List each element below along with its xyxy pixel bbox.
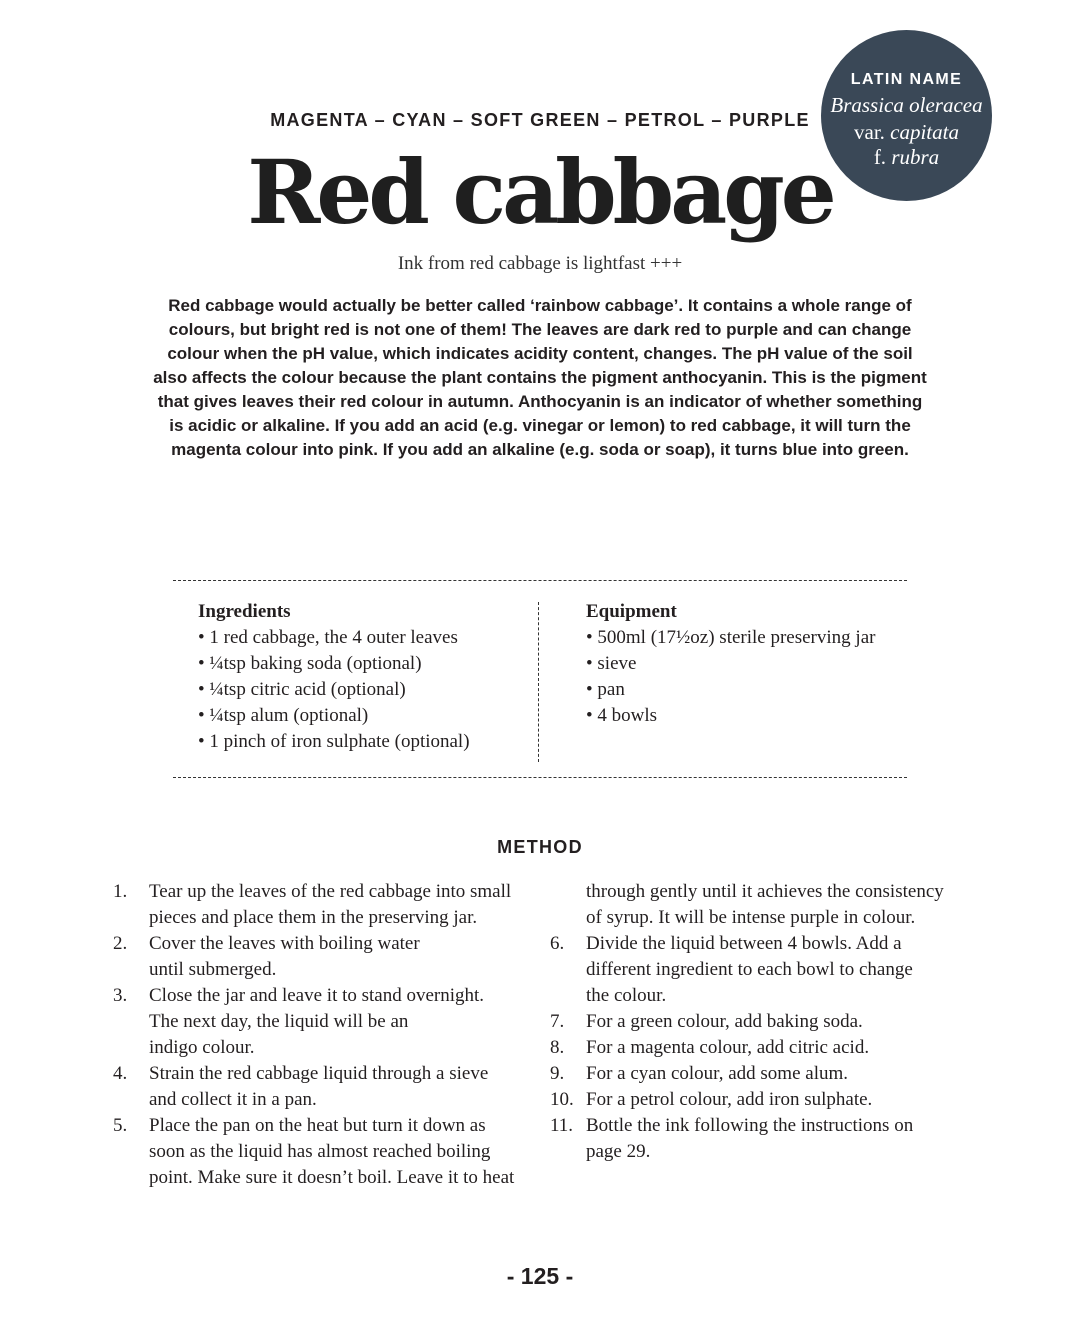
ingredients-heading: Ingredients — [198, 601, 291, 622]
dashed-divider-bottom — [173, 777, 907, 778]
step-text: until submerged. — [149, 959, 277, 980]
step-number: 3. — [113, 985, 128, 1006]
step-text: indigo colour. — [149, 1037, 255, 1058]
list-item: • sieve — [586, 653, 637, 674]
method-step — [113, 983, 543, 1061]
intro-line: magenta colour into pink. If you add an alkaline (e.g. soda or soap), it turns blue into green. — [171, 440, 909, 459]
step-number: 2. — [113, 933, 128, 954]
equipment-heading: Equipment — [586, 601, 677, 622]
list-item: • 4 bowls — [586, 705, 658, 726]
step-text: page 29. — [586, 1141, 651, 1162]
method-step — [550, 931, 980, 1009]
step-number: 6. — [550, 933, 565, 954]
step-text: Place the pan on the heat but turn it down as — [149, 1115, 486, 1136]
form-name: rubra — [891, 145, 940, 169]
list-item: • 1 red cabbage, the 4 outer leaves — [198, 627, 458, 648]
list-item: • ¼tsp alum (optional) — [198, 705, 369, 726]
step-text: Cover the leaves with boiling water — [149, 933, 420, 954]
method-step — [113, 1113, 543, 1191]
step-number: 9. — [550, 1063, 565, 1084]
list-item: • pan — [586, 679, 625, 700]
colour-range: MAGENTA – CYAN – SOFT GREEN – PETROL – PURPLE — [270, 110, 810, 130]
method-step — [113, 879, 543, 931]
step-number: 10. — [550, 1089, 574, 1110]
method-step — [550, 1061, 980, 1087]
method-step — [550, 1087, 980, 1113]
step-text: Tear up the leaves of the red cabbage into small — [149, 881, 512, 902]
step-text: Bottle the ink following the instructions on — [586, 1115, 914, 1136]
list-item: • ¼tsp baking soda (optional) — [198, 653, 422, 674]
dashed-divider-vertical — [538, 602, 539, 762]
step-text: For a magenta colour, add citric acid. — [586, 1037, 870, 1058]
step-text: pieces and place them in the preserving jar. — [149, 907, 478, 928]
method-step — [550, 1035, 980, 1061]
step-text: soon as the liquid has almost reached boiling — [149, 1141, 491, 1162]
step-text: of syrup. It will be intense purple in colour. — [586, 907, 916, 928]
step-text: and collect it in a pan. — [149, 1089, 317, 1110]
method-step — [550, 1113, 980, 1165]
intro-line: colours, but bright red is not one of them! The leaves are dark red to purple and can change — [168, 320, 912, 339]
ingredients-section — [198, 599, 528, 755]
step-text: Strain the red cabbage liquid through a sieve — [149, 1063, 489, 1084]
list-item: • 1 pinch of iron sulphate (optional) — [198, 731, 470, 752]
intro-line: also affects the colour because the plant contains the pigment anthocyanin. This is the pigment — [153, 368, 927, 387]
intro-line: colour when the pH value, which indicates acidity content, changes. The pH value of the soil — [167, 344, 913, 363]
step-text: For a petrol colour, add iron sulphate. — [586, 1089, 873, 1110]
step-number: 8. — [550, 1037, 565, 1058]
latin-name-heading: LATIN NAME — [850, 71, 963, 88]
intro-line: that gives leaves their red colour in autumn. Anthocyanin is an indicator of whether something — [157, 392, 923, 411]
step-text: Divide the liquid between 4 bowls. Add a — [586, 933, 902, 954]
method-step — [113, 1061, 543, 1113]
page-number: - 125 - — [506, 1263, 574, 1289]
step-text: Close the jar and leave it to stand overnight. — [149, 985, 485, 1006]
intro-line: Red cabbage would actually be better called ‘rainbow cabbage’. It contains a whole range of — [168, 296, 912, 315]
step-text: For a cyan colour, add some alum. — [586, 1063, 849, 1084]
step-number: 4. — [113, 1063, 128, 1084]
list-item: • 500ml (17½oz) sterile preserving jar — [586, 627, 876, 648]
latin-name-genus: Brassica oleracea — [830, 93, 983, 117]
step-number: 11. — [550, 1115, 574, 1136]
step-text: For a green colour, add baking soda. — [586, 1011, 863, 1032]
equipment-section — [586, 599, 926, 729]
page-title: Red cabbage — [247, 140, 833, 244]
ingredients-list — [198, 625, 528, 755]
method-step — [550, 1009, 980, 1035]
variety-name: capitata — [890, 120, 959, 144]
step-text: the colour. — [586, 985, 667, 1006]
step-number: 1. — [113, 881, 128, 902]
step-number: 5. — [113, 1115, 128, 1136]
step-text: point. Make sure it doesn’t boil. Leave it to heat — [149, 1167, 515, 1188]
method-step — [550, 879, 980, 931]
intro-line: is acidic or alkaline. If you add an acid (e.g. vinegar or lemon) to red cabbage, it will turn the — [169, 416, 911, 435]
step-text: through gently until it achieves the consistency — [586, 881, 944, 902]
method-step — [113, 931, 543, 983]
equipment-list — [586, 625, 926, 729]
form-prefix: f. — [873, 145, 892, 169]
method-heading: METHOD — [497, 837, 583, 857]
list-item: • ¼tsp citric acid (optional) — [198, 679, 406, 700]
step-text: The next day, the liquid will be an — [149, 1011, 409, 1032]
step-number: 7. — [550, 1011, 565, 1032]
variety-prefix: var. — [854, 120, 891, 144]
lightfastness-note: Ink from red cabbage is lightfast +++ — [397, 253, 683, 274]
intro-paragraph — [110, 294, 970, 462]
dashed-divider-top — [173, 580, 907, 581]
step-text: different ingredient to each bowl to change — [586, 959, 913, 980]
